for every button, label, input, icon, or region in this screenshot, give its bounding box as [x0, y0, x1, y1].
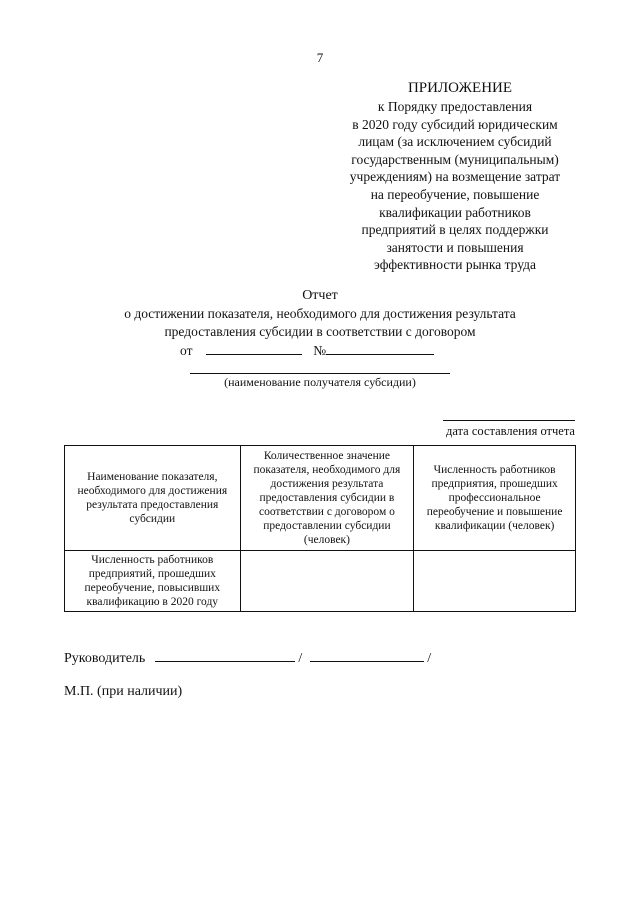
report-subtitle-line: о достижении показателя, необходимого для достижения результата [124, 306, 516, 321]
number-label: № [313, 343, 327, 358]
from-label: от [180, 343, 193, 358]
appendix-line: на переобучение, повышение [370, 186, 540, 202]
recipient-blank-line[interactable] [190, 373, 450, 374]
appendix-line: предприятий в целях поддержки [361, 222, 549, 238]
appendix-line: к Порядку предоставления [377, 99, 533, 114]
signature-label: Руководитель [64, 651, 146, 666]
report-table [64, 445, 576, 612]
table-header-row [65, 446, 576, 551]
recipient-caption: (наименование получателя субсидии) [224, 375, 416, 389]
appendix-line: учреждениям) на возмещение затрат [349, 169, 561, 185]
report-date-number-line [180, 341, 434, 359]
appendix-line: лицам (за исключением субсидий [358, 134, 552, 150]
report-number-blank[interactable] [326, 341, 434, 355]
appendix-line: в 2020 году субсидий юридическим [352, 116, 558, 132]
signature-name-blank[interactable] [310, 648, 424, 662]
appendix-line: квалификации работников [379, 204, 531, 220]
stamp-note: М.П. (при наличии) [64, 684, 183, 699]
table-header-cell: Наименование показателя, необходимого для достижения результата предоставления субсидии [65, 446, 241, 551]
report-subtitle [60, 305, 580, 341]
signature-blank[interactable] [155, 648, 295, 662]
page-number: 7 [316, 50, 324, 65]
report-title: Отчет [302, 288, 338, 303]
date-caption: дата составления отчета [445, 424, 575, 438]
report-compile-date-blank[interactable] [443, 420, 575, 421]
table-cell-planned-value[interactable] [240, 551, 414, 612]
table-row [65, 551, 576, 612]
table-header-cell: Численность работников предприятия, прошедших профессиональное переобучение и повышение квалификации (человек) [414, 446, 576, 551]
table-cell-actual-value[interactable] [414, 551, 576, 612]
signature-separator: / [427, 651, 432, 666]
appendix-text [305, 98, 605, 274]
signature-separator: / [298, 651, 303, 666]
report-date-blank[interactable] [206, 341, 302, 355]
appendix-line: эффективности рынка труда [374, 257, 536, 273]
appendix-line: занятости и повышения [386, 239, 524, 255]
report-subtitle-line: предоставления субсидии в соответствии с договором [164, 324, 476, 339]
appendix-title: ПРИЛОЖЕНИЕ [407, 80, 513, 96]
table-header-cell: Количественное значение показателя, необходимого для достижения результата предоставления субсидии в соответствии с договором о предоставлении субсидии (человек) [240, 446, 414, 551]
table-cell: Численность работников предприятий, прошедших переобучение, повысивших квалификацию в 2020 году [65, 551, 241, 612]
appendix-line: государственным (муниципальным) [351, 151, 559, 167]
signature-line [64, 648, 431, 667]
